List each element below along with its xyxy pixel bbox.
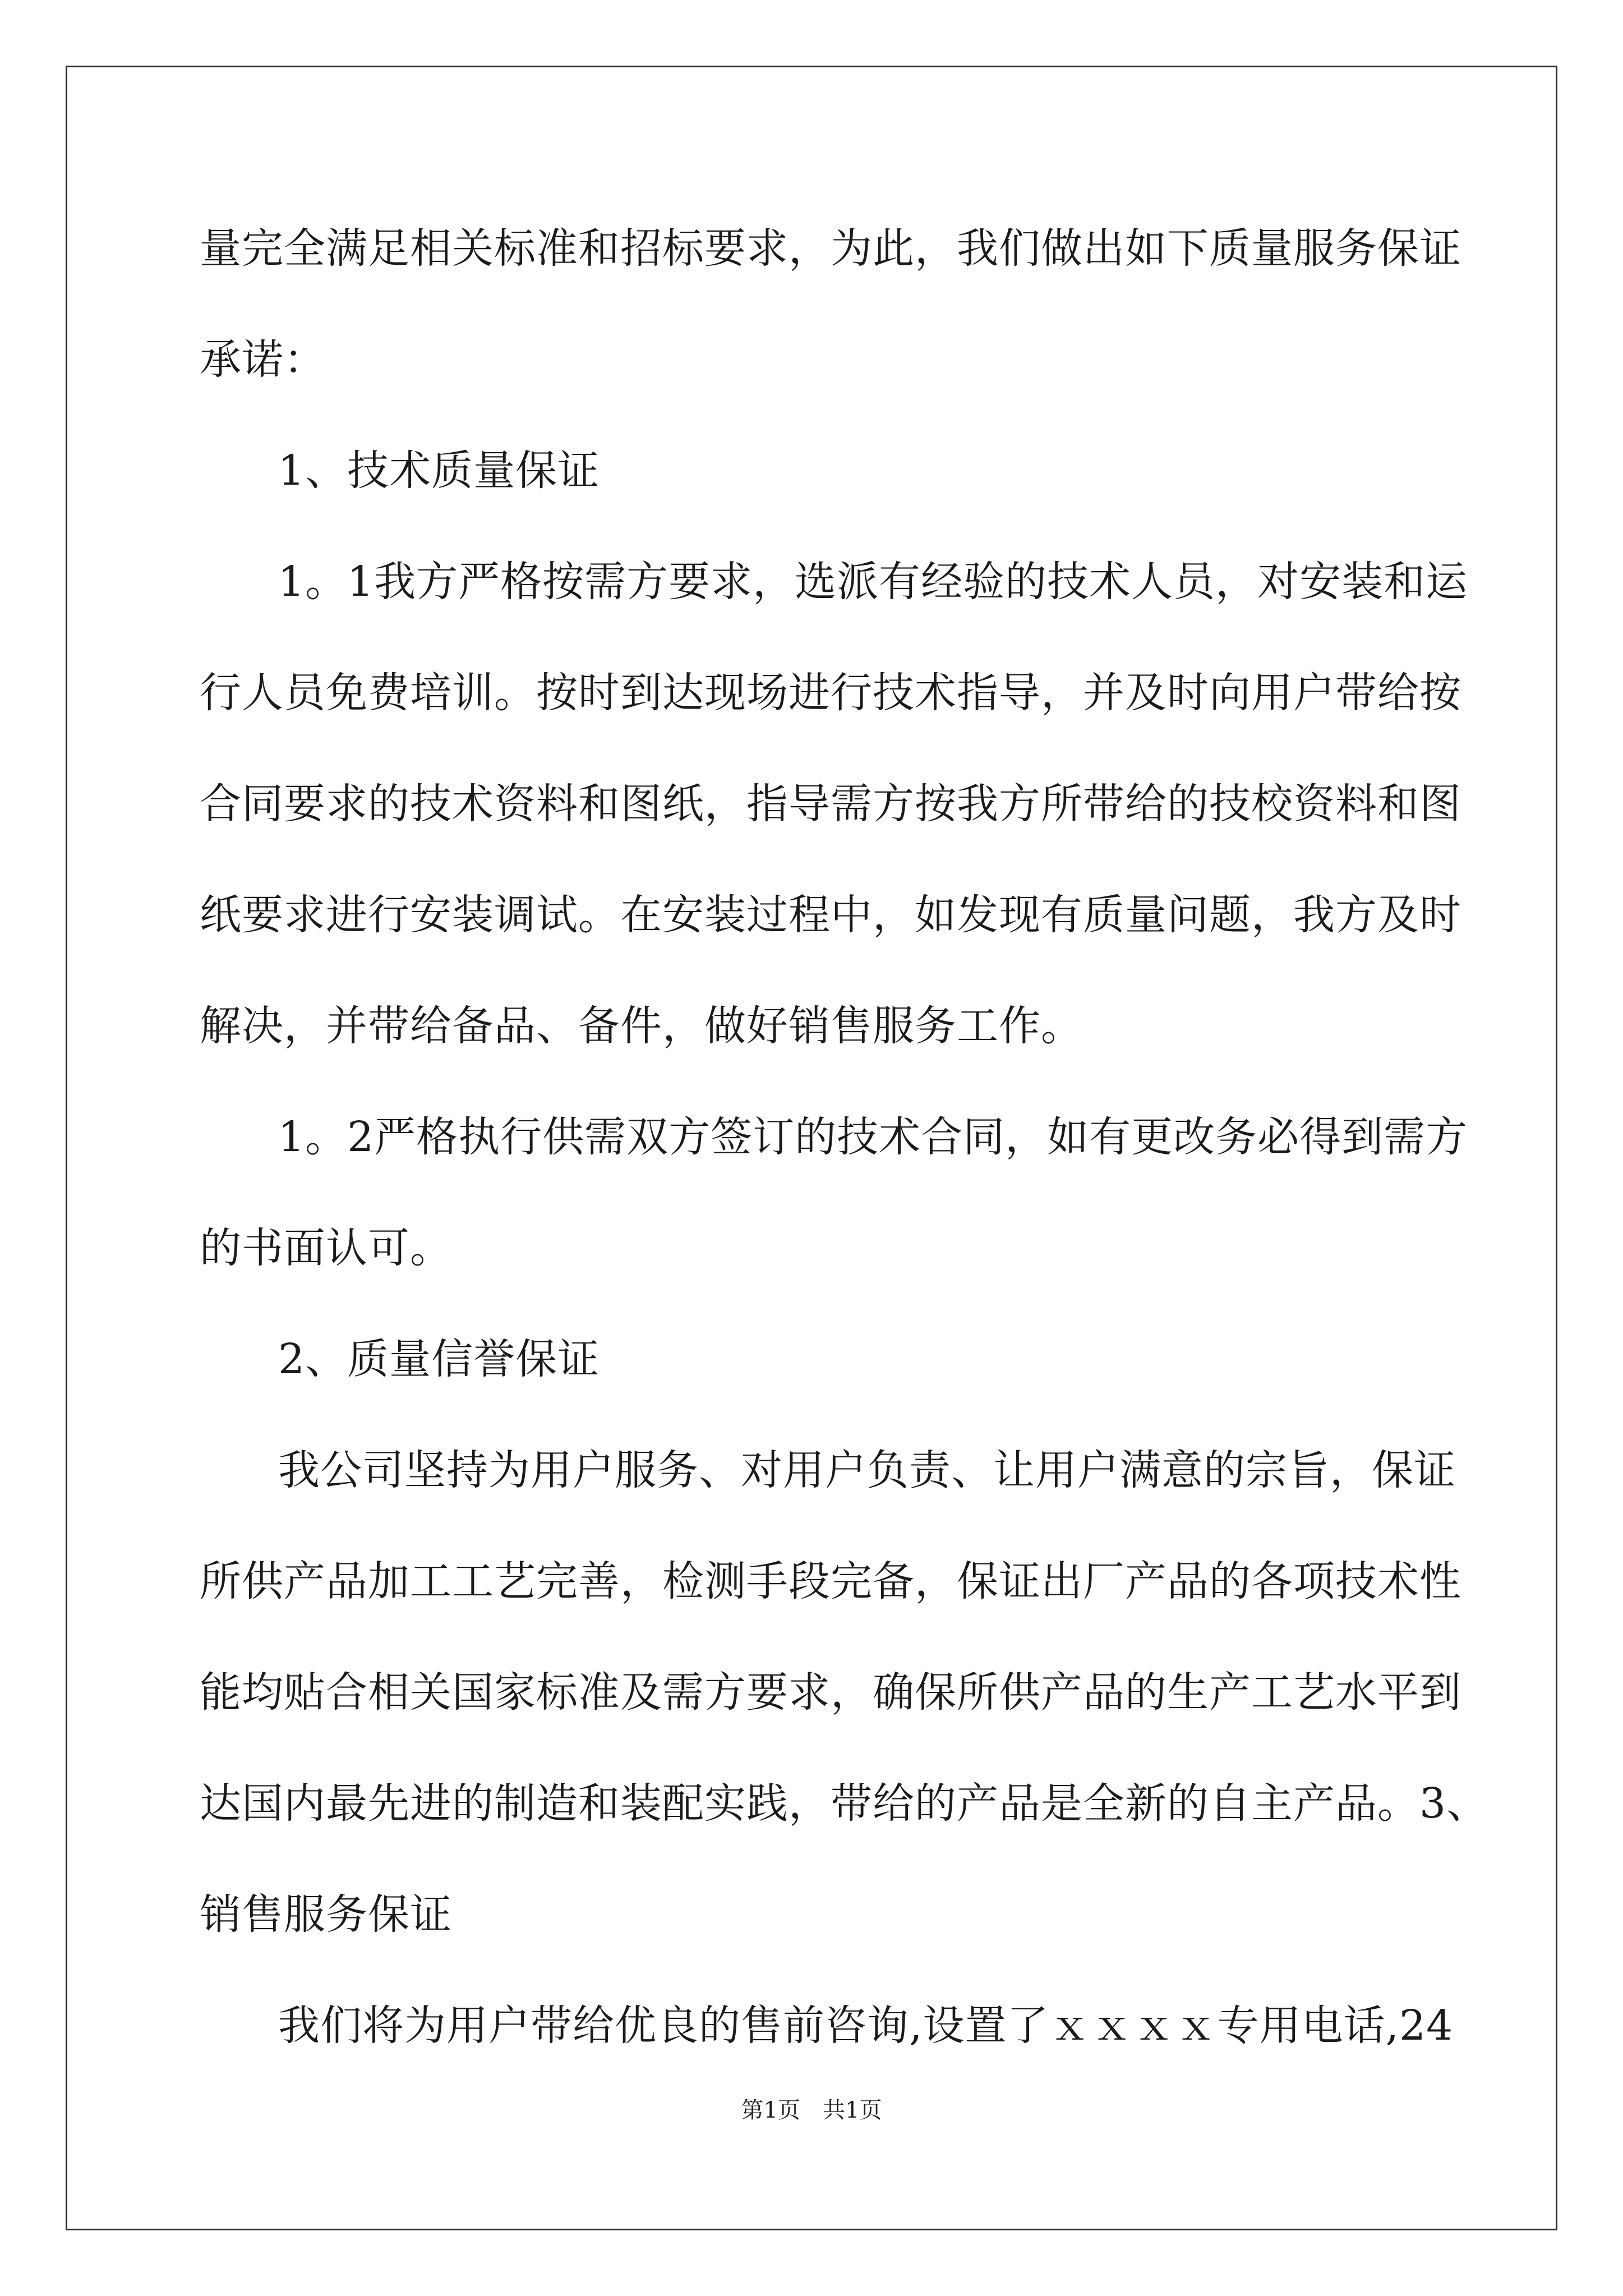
text-line: 能均贴合相关国家标准及需方要求，确保所供产品的生产工艺水平到 [200,1668,1461,1717]
text-line: 达国内最先进的制造和装配实践，带给的产品是全新的自主产品。3、 [200,1779,1489,1828]
text-line: 合同要求的技术资料和图纸，指导需方按我方所带给的技校资料和图 [200,780,1461,828]
text-line: 解决，并带给备品、备件，做好销售服务工作。 [200,1002,1083,1050]
text-line: 我公司坚持为用户服务、对用户负责、让用户满意的宗旨，保证 [278,1446,1456,1494]
text-line: 我们将为用户带给优良的售前咨询,设置了ｘｘｘｘ专用电话,24 [278,2001,1454,2050]
text-line: 量完全满足相关标准和招标要求，为此，我们做出如下质量服务保证 [200,224,1461,273]
section-heading: 1、技术质量保证 [278,447,600,495]
text-line: 承诺： [200,335,326,384]
section-heading: 2、质量信誉保证 [278,1335,600,1383]
text-line: 所供产品加工工艺完善，检测手段完备，保证出厂产品的各项技术性 [200,1557,1461,1605]
text-line: 1。1我方严格按需方要求，选派有经验的技术人员，对安装和运 [278,558,1468,606]
text-line: 行人员免费培训。按时到达现场进行技术指导，并及时向用户带给按 [200,669,1461,717]
text-line: 1。2严格执行供需双方签订的技术合同，如有更改务必得到需方 [278,1113,1468,1161]
text-line: 销售服务保证 [200,1890,452,1939]
page-number-footer: 第1页 共1页 [741,2097,882,2123]
text-line: 的书面认可。 [200,1224,452,1272]
text-line: 纸要求进行安装调试。在安装过程中，如发现有质量问题，我方及时 [200,891,1461,939]
